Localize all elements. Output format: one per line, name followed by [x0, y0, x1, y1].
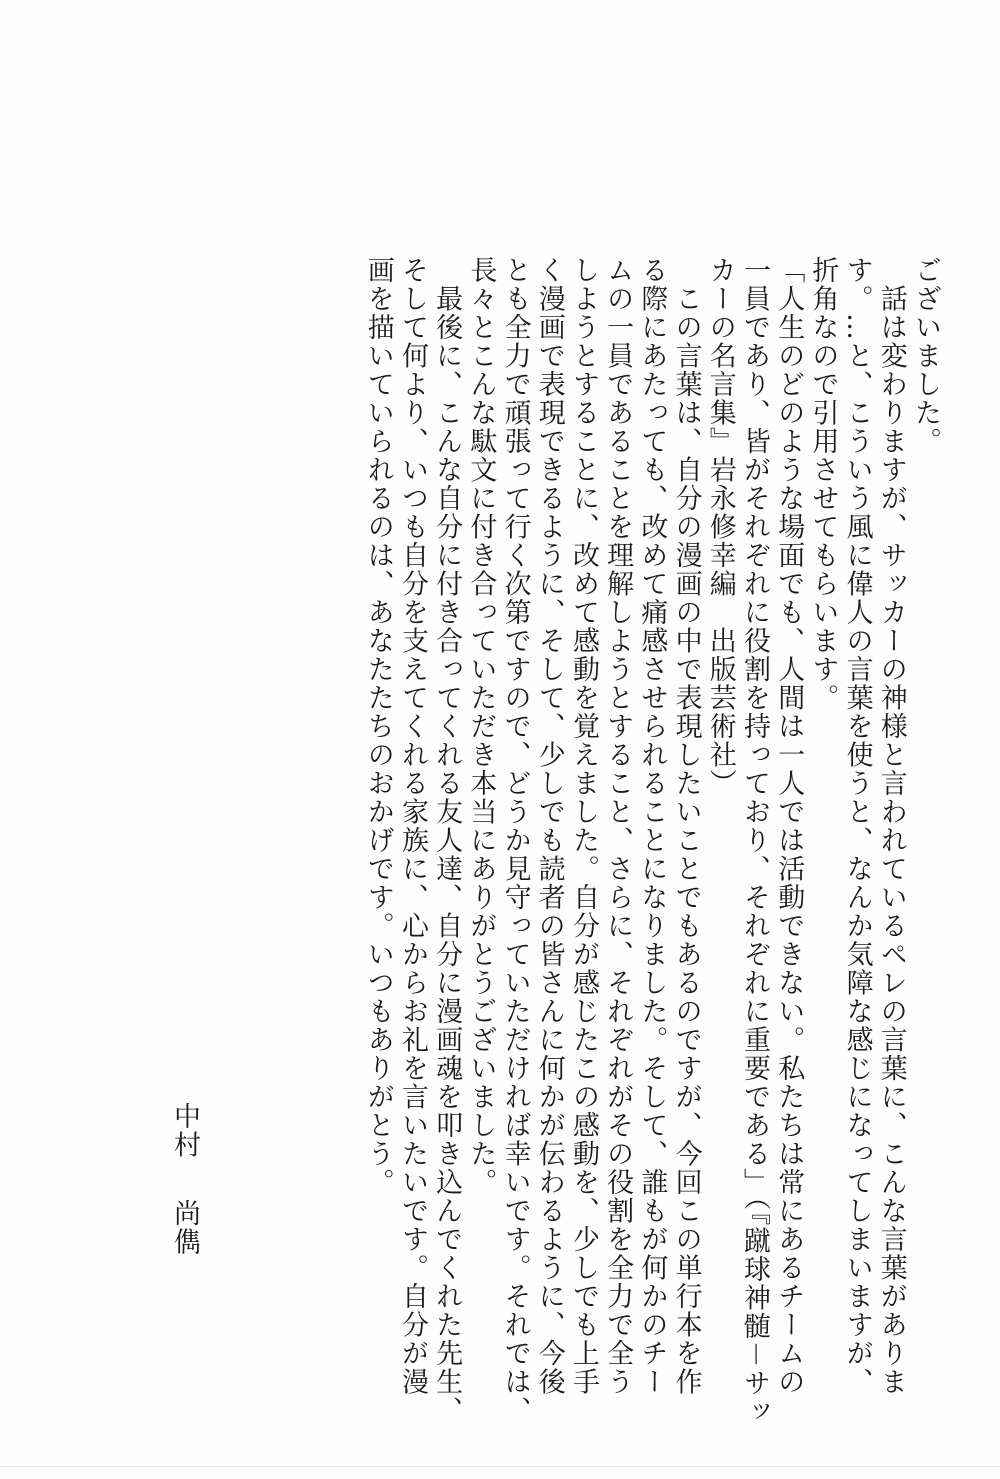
afterword-text	[361, 256, 942, 1426]
text-line: る際にあたっても、改めて痛感させられることになりました。そして、誰もが何かのチー	[636, 256, 668, 1396]
text-line: ございました。	[910, 256, 941, 456]
page-bottom-edge	[0, 1466, 1000, 1467]
text-line: 一員であり、皆がそれぞれに役割を持っており、それぞれに重要である」（『蹴球神髄－サッ	[738, 256, 770, 1426]
text-line: 「人生のどのような場面でも、人間は一人では活動できない。私たちは常にあるチームの	[773, 256, 805, 1396]
text-line: く漫画で表現できるように、そして、少しでも読者の皆さんに何かが伝わるように、今後	[533, 256, 565, 1396]
text-line: 長々とこんな駄文に付き合っていただき本当にありがとうございました。	[465, 256, 497, 1197]
author-signature	[165, 1102, 204, 1256]
author-given-name: 尚儁	[169, 1199, 200, 1256]
author-family-name: 中村	[169, 1102, 200, 1159]
text-line: カーの名言集』岩永修幸編 出版芸術社）	[704, 256, 736, 798]
text-line: す。…と、こういう風に偉人の言葉を使うと、なんか気障な感じになってしまいますが、	[841, 256, 873, 1396]
text-line: しようとすることに、改めて感動を覚えました。自分が感じたこの感動を、少しでも上手	[567, 256, 599, 1396]
text-line: そして何より、いつも自分を支えてくれる家族に、心からお礼を言いたいです。自分が漫	[396, 256, 428, 1396]
text-line: 最後に、こんな自分に付き合ってくれる友人達、自分に漫画魂を叩き込んでくれた先生、	[431, 256, 463, 1425]
text-line: 話は変わりますが、サッカーの神様と言われているペレの言葉に、こんな言葉がありま	[875, 256, 907, 1396]
text-line: ムの一員であることを理解しようとすること、さらに、それぞれがその役割を全力で全う	[602, 256, 634, 1396]
text-line: とも全力で頑張って行く次第ですので、どうか見守っていただければ幸いです。それでは、	[499, 256, 531, 1425]
text-line: この言葉は、自分の漫画の中で表現したいことでもあるのですが、今回この単行本を作	[670, 256, 702, 1396]
text-line: 画を描いていられるのは、あなたたちのおかげです。いつもありがとう。	[362, 256, 394, 1197]
text-line: 折角なので引用させてもらいます。	[807, 256, 839, 712]
